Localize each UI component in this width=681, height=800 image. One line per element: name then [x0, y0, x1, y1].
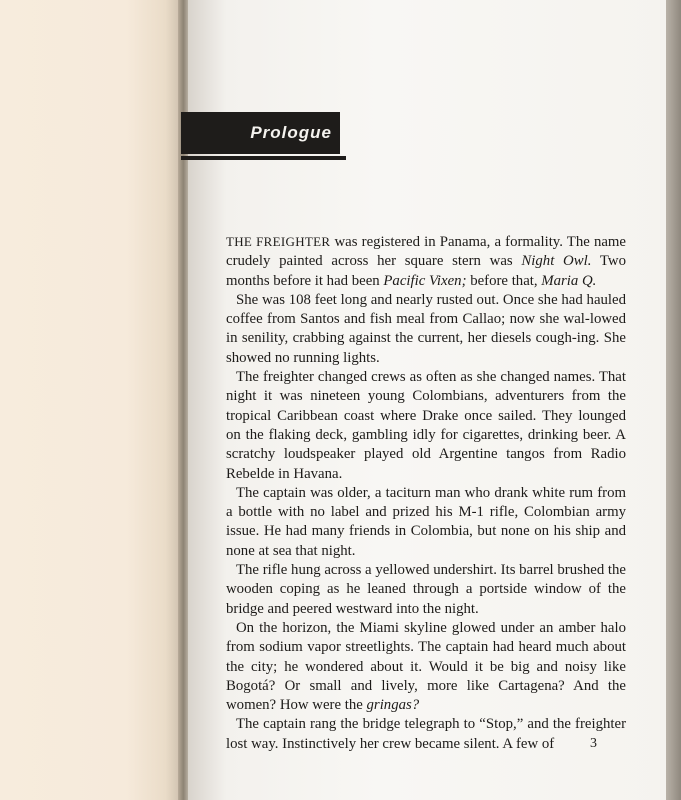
- page-edge: [666, 0, 681, 800]
- text-run: Two months before it had been: [226, 253, 626, 289]
- italic-text: Pacific Vixen;: [383, 272, 467, 289]
- paragraph: [226, 484, 626, 561]
- italic-text: Night Owl.: [521, 253, 592, 270]
- text-run: The captain rang the bridge telegraph to “Stop,” and the freighter lost way. Instinctively her crew became silent. A few of: [226, 716, 626, 752]
- italic-text: Maria Q.: [541, 272, 597, 289]
- paragraph: [226, 232, 626, 291]
- text-run: The captain was older, a taciturn man who drank white rum from a bottle with no label and prized his M-1 rifle, Colombian army issue. He had many friends in Colombia, but none on his ship and none at sea that night.: [226, 484, 626, 559]
- text-run: was registered in Panama, a formality. The name crudely painted across her square stern was: [226, 234, 626, 270]
- left-page: [0, 0, 180, 800]
- text-run: She was 108 feet long and nearly rusted out. Once she had hauled coffee from Santos and fish meal from Callao; now she wal-lowed in senility, crabbing against the current, her diesels cough-ing. She showed no running lights.: [226, 291, 626, 366]
- body-text: [226, 232, 626, 754]
- paragraph: [226, 715, 626, 754]
- chapter-title: Prologue: [250, 123, 332, 142]
- paragraph: [226, 561, 626, 619]
- chapter-header-rule: [181, 156, 346, 160]
- paragraph-lead: THE FREIGHTER: [226, 234, 331, 249]
- text-run: The freighter changed crews as often as she changed names. That night it was nineteen young Colombians, adventurers from the tropical Caribbean coast where Drake once sailed. They lounged on the flaking deck, gambling idly for cigarettes, drinking beer. A scratchy loudspeaker played old Argentine tangos from Radio Rebelde in Havana.: [226, 369, 626, 482]
- italic-text: gringas?: [366, 697, 420, 714]
- text-run: before that,: [466, 272, 542, 289]
- paragraph: [226, 619, 626, 715]
- page-number: 3: [590, 736, 597, 751]
- text-run: The rifle hung across a yellowed undershirt. Its barrel brushed the wooden coping as he leaned through a portside window of the bridge and peered westward into the night.: [226, 562, 626, 617]
- paragraph: [226, 291, 626, 368]
- text-run: On the horizon, the Miami skyline glowed under an amber halo from sodium vapor streetlights. The captain had heard much about the city; he wondered about it. Would it be big and noisy like Bogotá? Or small and lively, more like Cartagena? And the women? How were the: [226, 619, 626, 714]
- chapter-header-band: [181, 112, 340, 154]
- paragraph: [226, 368, 626, 484]
